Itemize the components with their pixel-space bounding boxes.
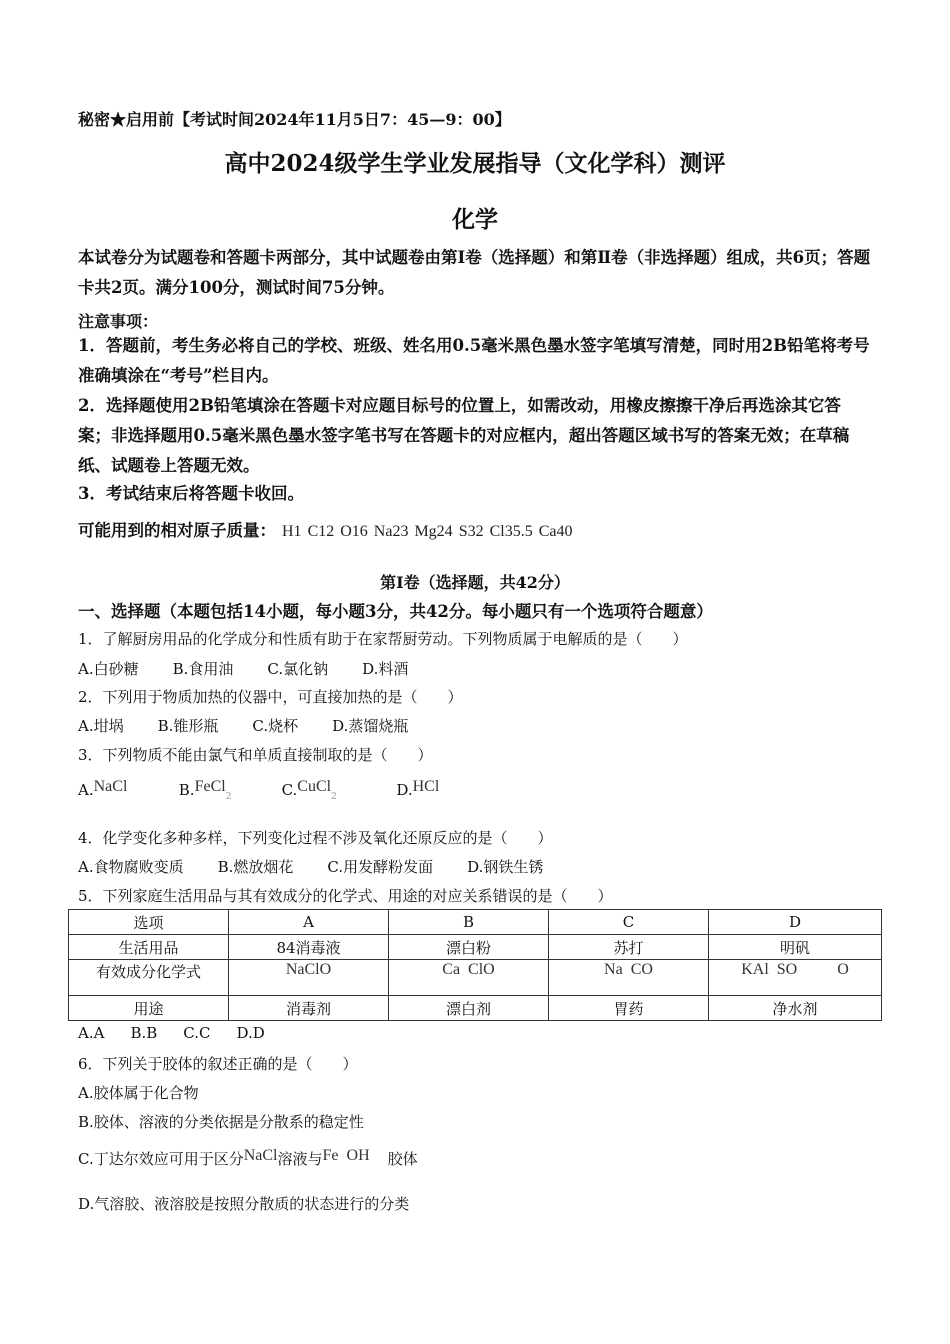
q5-table (68, 909, 882, 1021)
notice-3: 3．考试结束后将答题卡收回。 (78, 484, 304, 503)
section-title: 第Ⅰ卷（选择题，共42分） (380, 573, 570, 592)
q1-options (78, 658, 442, 679)
q5-option-d: D.D (236, 1024, 265, 1042)
q1-option-d: D.料酒 (362, 660, 409, 678)
q3-stem: 3．下列物质不能由氯气和单质直接制取的是（ ） (78, 746, 433, 764)
q6-option-a: A.胶体属于化合物 (78, 1084, 199, 1102)
notice-2: 2．选择题使用2B铅笔填涂在答题卡对应题目标号的位置上，如需改动，用橡皮擦擦干净后再选涂其它答案；非选择题用0.5毫米黑色墨水签字笔书写在答题卡的对应框内，超出答题区域书写的答案无效；在草稿纸、试题卷上答题无效。 (78, 396, 850, 475)
atomic-mass-label: 可能用到的相对原子质量： (78, 521, 276, 540)
exam-header: 秘密★启用前【考试时间2024年11月5日7：45—9：00】 (78, 110, 511, 129)
atomic-mass-row (78, 517, 579, 541)
q2-options (78, 715, 442, 736)
q5-option-b: B.B (130, 1024, 158, 1042)
subject-title: 化学 (452, 206, 498, 233)
q5-option-c: C.C (183, 1024, 211, 1042)
q4-stem: 4．化学变化多种多样，下列变化过程不涉及氧化还原反应的是（ ） (78, 829, 553, 847)
atomic-mass-list: H1 C12 O16 Na23 Mg24 S32 Cl35.5 Ca40 (282, 523, 573, 540)
q4-option-c: C.用发酵粉发面 (327, 858, 434, 876)
intro-paragraph: 本试卷分为试题卷和答题卡两部分，其中试题卷由第Ⅰ卷（选择题）和第Ⅱ卷（非选择题）组成，共6页；答题卡共2页。满分100分，测试时间75分钟。 (78, 248, 871, 297)
q2-option-b: B.锥形瓶 (157, 717, 219, 735)
table-row: 有效成分化学式 NaClO Ca ClO Na CO KAl SO O (69, 960, 882, 996)
q1-option-c: C.氯化钠 (267, 660, 329, 678)
q2-option-d: D.蒸馏烧瓶 (332, 717, 409, 735)
table-header-row: 选项 A B C D (69, 910, 882, 935)
q6-option-b: B.胶体、溶液的分类依据是分散系的稳定性 (78, 1113, 364, 1131)
q1-option-a: A.白砂糖 (78, 660, 139, 678)
q4-option-b: B.燃放烟花 (217, 858, 294, 876)
part-title: 一、选择题（本题包括14小题，每小题3分，共42分。每小题只有一个选项符合题意） (78, 602, 713, 621)
q5-option-a: A.A (78, 1024, 105, 1042)
q1-option-b: B.食用油 (172, 660, 234, 678)
q3-option-d: D.HCl (396, 778, 440, 799)
q3-options (78, 778, 439, 802)
notice-1: 1．答题前，考生务必将自己的学校、班级、姓名用0.5毫米黑色墨水签字笔填写清楚，同时用2B铅笔将考号准确填涂在“考号”栏目内。 (78, 336, 870, 385)
table-row: 用途 消毒剂 漂白剂 胃药 净水剂 (69, 996, 882, 1021)
q3-option-a: A.NaCl (78, 778, 128, 799)
q5-stem: 5．下列家庭生活用品与其有效成分的化学式、用途的对应关系错误的是（ ） (78, 887, 613, 905)
q1-stem: 1．了解厨房用品的化学成分和性质有助于在家帮厨劳动。下列物质属于电解质的是（ ） (78, 630, 688, 648)
exam-title: 高中2024级学生学业发展指导（文化学科）测评 (224, 150, 726, 177)
q4-option-d: D.钢铁生锈 (467, 858, 544, 876)
q2-option-a: A.坩埚 (78, 717, 124, 735)
q5-options (78, 1024, 299, 1042)
q2-stem: 2．下列用于物质加热的仪器中，可直接加热的是（ ） (78, 688, 463, 706)
table-row: 生活用品 84消毒液 漂白粉 苏打 明矾 (69, 935, 882, 960)
q6-option-c: C.丁达尔效应可用于区分NaCl溶液与Fe OH 胶体 (78, 1147, 418, 1168)
q6-stem: 6．下列关于胶体的叙述正确的是（ ） (78, 1055, 358, 1073)
q3-option-c: C.CuCl$_2$ (281, 778, 337, 802)
q4-option-a: A.食物腐败变质 (78, 858, 184, 876)
q2-option-c: C.烧杯 (252, 717, 299, 735)
notice-title: 注意事项： (78, 312, 159, 331)
q4-options (78, 856, 577, 877)
q3-option-b: B.FeCl$_2$ (178, 778, 232, 802)
q6-option-d: D.气溶胶、液溶胶是按照分散质的状态进行的分类 (78, 1195, 410, 1213)
